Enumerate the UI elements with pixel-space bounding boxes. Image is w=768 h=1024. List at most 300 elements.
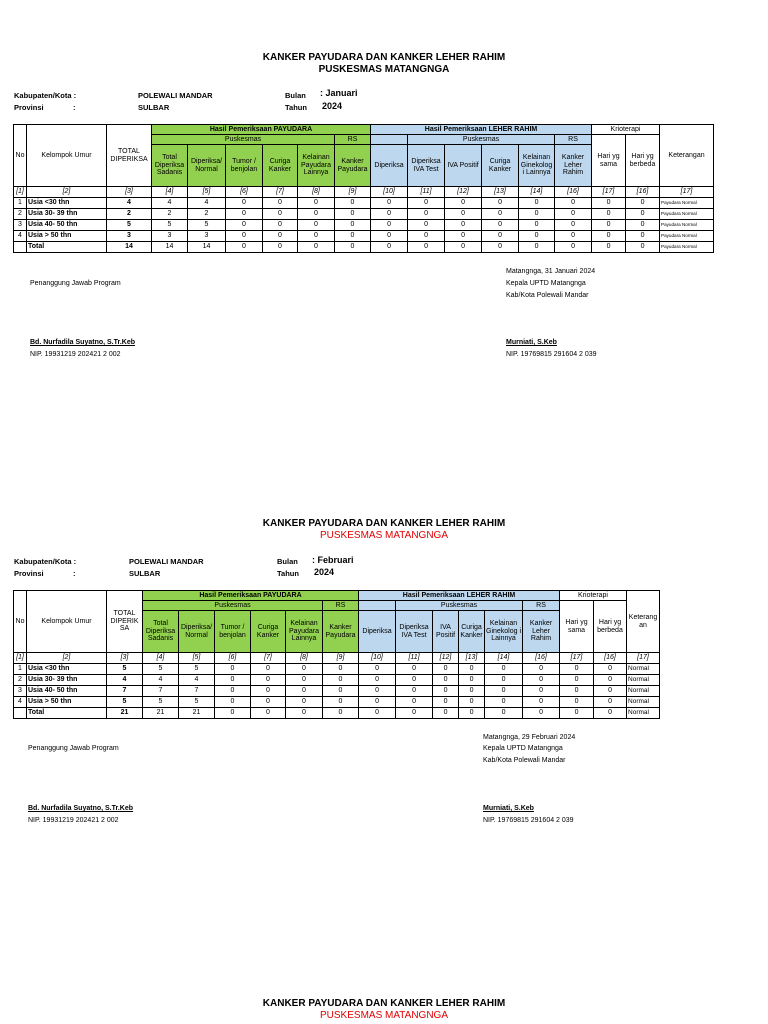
column-index-cell: [10] [359,653,396,664]
table-cell: 4 [14,231,27,242]
table-cell: 21 [107,708,143,719]
table-cell: 0 [482,242,519,253]
tahun-value: 2024 [314,567,335,577]
table-cell: 0 [482,220,519,231]
table-cell: 0 [626,220,660,231]
th-sub-col: Kanker Payudara [323,611,359,653]
th-sub-col: Tumor / benjolan [226,145,263,187]
th-total-diperiksa: TOTAL DIPERIK SA [107,591,143,653]
table-cell: 0 [555,198,592,209]
th-total-diperiksa: TOTAL DIPERIKSA [107,125,152,187]
table-cell: 0 [626,209,660,220]
table-cell: Usia > 50 thn [27,697,107,708]
table-cell: 0 [335,231,371,242]
table-cell: 0 [555,242,592,253]
table-cell: 0 [445,198,482,209]
kab-value: POLEWALI MANDAR [129,557,204,566]
table-cell: 0 [298,242,335,253]
th-sub-col: Diperiksa IVA Test [396,611,433,653]
table-cell: 5 [152,220,188,231]
column-index-cell: [16] [555,187,592,198]
table-cell: 0 [335,209,371,220]
table-cell: 0 [523,664,560,675]
table-cell: 0 [359,686,396,697]
table-cell: 0 [445,242,482,253]
table-cell: 0 [560,664,594,675]
th-sub-col: Curiga Kanker [459,611,485,653]
table-cell: 0 [594,686,627,697]
table-cell: 4 [14,697,27,708]
table-cell: 0 [359,708,396,719]
tahun-label: Tahun [285,103,307,112]
kab-label: Kabupaten/Kota : [14,557,77,566]
sig-region: Kab/Kota Polewali Mandar [506,292,589,299]
table-cell: 0 [408,231,445,242]
sig-region: Kab/Kota Polewali Mandar [483,757,566,764]
column-index-cell: [11] [396,653,433,664]
table-cell: Payudara Normal [660,198,714,209]
table-cell: 7 [179,686,215,697]
th-puskesmas-payudara: Puskesmas [143,601,323,611]
table-cell: 0 [359,675,396,686]
kab-label: Kabupaten/Kota : [14,91,77,100]
prov-colon: : [73,569,76,578]
table-cell: 0 [286,675,323,686]
table-cell: 4 [188,198,226,209]
table-cell: 0 [396,675,433,686]
table-cell: 0 [594,675,627,686]
table-cell: 4 [152,198,188,209]
table-cell: Payudara Normal [660,209,714,220]
sig-date-line: Matangnga, 31 Januari 2024 [506,268,596,275]
th-sub-col: Tumor / benjolan [215,611,251,653]
table-cell: 0 [263,198,298,209]
table-cell: 1 [14,664,27,675]
table-cell: Normal [627,697,660,708]
table-cell: 0 [396,708,433,719]
tahun-label: Tahun [277,569,299,578]
column-index-cell: [3] [107,187,152,198]
table-cell: 0 [396,697,433,708]
table-cell: Usia 30- 39 thn [27,209,107,220]
table-cell: Normal [627,675,660,686]
th-sub-col: Total Diperiksa Sadanis [143,611,179,653]
table-cell: 0 [359,664,396,675]
table-cell: 0 [519,198,555,209]
th-sub-col: Kanker Leher Rahim [555,145,592,187]
th-sub-col: Diperiksa [371,145,408,187]
th-no: No [14,125,27,187]
sig-left-nip: NIP. 19931219 202421 2 002 [28,817,119,824]
table-cell: 0 [215,686,251,697]
column-index-cell: [5] [179,653,215,664]
table-cell: 3 [107,231,152,242]
table-cell: Normal [627,686,660,697]
table-cell: 0 [592,220,626,231]
th-hari-berbeda: Hari yg berbeda [626,135,660,187]
table-cell: 0 [251,697,286,708]
table-cell: 0 [594,708,627,719]
column-index-cell: [12] [445,187,482,198]
th-sub-col: Diperiksa [359,611,396,653]
table-cell: 0 [215,664,251,675]
table-cell: 0 [215,675,251,686]
table-cell: 4 [107,198,152,209]
table-cell: 0 [408,209,445,220]
column-index-cell: [4] [152,187,188,198]
th-rs-leher: RS [555,135,592,145]
th-sub-col: Total Diperiksa Sadanis [152,145,188,187]
table-cell: Usia <30 thn [27,664,107,675]
table-cell: 0 [445,209,482,220]
table-cell: 0 [371,231,408,242]
table-cell: 0 [226,231,263,242]
table-cell: 0 [298,231,335,242]
table-cell: 0 [359,697,396,708]
th-sub-col: Curiga Kanker [482,145,519,187]
table-cell: Usia 30- 39 thn [27,675,107,686]
table-cell: 5 [188,220,226,231]
th-sub-col: Kelainan Payudara Lainnya [298,145,335,187]
table-cell: 0 [560,686,594,697]
table-cell: 0 [215,708,251,719]
th-hari-berbeda: Hari yg berbeda [594,601,627,653]
table-cell: 0 [519,209,555,220]
table-cell: 0 [459,675,485,686]
column-index-cell: [1] [14,653,27,664]
table-cell: 0 [626,198,660,209]
column-index-cell: [2] [27,653,107,664]
table-cell: 0 [445,220,482,231]
table-cell: Payudara Normal [660,220,714,231]
column-index-cell: [2] [27,187,107,198]
column-index-cell: [8] [298,187,335,198]
table-cell: 14 [152,242,188,253]
column-index-cell: [5] [188,187,226,198]
prov-label: Provinsi [14,103,44,112]
th-sub-col: Kelainan Ginekolog i Lainnya [519,145,555,187]
table-cell: 5 [107,697,143,708]
table-cell: 0 [226,209,263,220]
table-cell: 0 [263,209,298,220]
table-cell: 0 [594,697,627,708]
th-sub-col: Diperiksa/ Normal [188,145,226,187]
th-hasil-payudara: Hasil Pemeriksaan PAYUDARA [143,591,359,601]
th-sub-col: Curiga Kanker [263,145,298,187]
th-hasil-leher-rahim: Hasil Pemeriksaan LEHER RAHIM [359,591,560,601]
table-cell: Normal [627,664,660,675]
th-puskesmas-leher: Puskesmas [396,601,523,611]
table-cell: 0 [263,220,298,231]
column-index-cell: [6] [215,653,251,664]
table-cell: 0 [251,664,286,675]
column-index-cell: [7] [263,187,298,198]
table-cell: 21 [179,708,215,719]
column-index-cell: [1] [14,187,27,198]
table-cell: 0 [519,231,555,242]
table-cell: Usia 40- 50 thn [27,220,107,231]
table-cell: 2 [14,675,27,686]
sig-left-name: Bd. Nurfadila Suyatno, S.Tr.Keb [28,805,134,812]
table-cell: 0 [298,220,335,231]
column-index-cell: [17] [560,653,594,664]
table-cell: 0 [485,675,523,686]
table-cell: 0 [523,697,560,708]
table-cell: 0 [371,242,408,253]
table-cell: 0 [433,675,459,686]
report-title: KANKER PAYUDARA DAN KANKER LEHER RAHIM [262,52,506,63]
tahun-value: 2024 [322,101,343,111]
table-cell: 14 [188,242,226,253]
column-index-cell: [16] [523,653,560,664]
table-cell: 14 [107,242,152,253]
th-rs-payudara: RS [335,135,371,145]
table-cell: 2 [152,209,188,220]
table-cell: 4 [179,675,215,686]
table-cell: 0 [433,686,459,697]
report-subtitle: PUSKESMAS MATANGNGA [320,530,448,541]
table-cell: 0 [298,209,335,220]
table-cell: 0 [626,231,660,242]
table-cell: 0 [263,242,298,253]
table-cell: 0 [523,708,560,719]
table-cell: 0 [408,220,445,231]
table-cell: 0 [560,675,594,686]
table-cell: 0 [626,242,660,253]
table-cell: 0 [251,708,286,719]
sig-head-title: Kepala UPTD Matangnga [506,280,586,287]
table-cell: 0 [215,697,251,708]
table-cell: 5 [179,664,215,675]
table-cell: 0 [433,708,459,719]
table-cell: 0 [335,198,371,209]
table-cell: 3 [188,231,226,242]
table-cell: 0 [485,708,523,719]
prov-value: SULBAR [138,103,170,112]
table-cell: Usia <30 thn [27,198,107,209]
table-cell: 0 [592,198,626,209]
column-index-cell: [16] [594,653,627,664]
table-cell: 0 [396,686,433,697]
table-cell: 0 [335,220,371,231]
bulan-value: : Februari [312,555,354,565]
table-cell: 0 [560,697,594,708]
sig-right-nip: NIP. 19769815 291604 2 039 [506,351,597,358]
table-cell: 0 [485,686,523,697]
column-index-cell: [17] [592,187,626,198]
table-cell: 0 [560,708,594,719]
sig-head-title: Kepala UPTD Matangnga [483,745,563,752]
table-cell: 0 [523,686,560,697]
prov-colon: : [73,103,76,112]
table-cell: 3 [14,220,27,231]
th-kelompok-umur: Kelompok Umur [27,125,107,187]
table-cell: Total [27,708,107,719]
table-cell: 0 [286,708,323,719]
table-cell: 0 [433,697,459,708]
table-cell: 0 [555,220,592,231]
table-cell: 0 [298,198,335,209]
th-puskesmas-payudara: Puskesmas [152,135,335,145]
table-cell: 0 [592,242,626,253]
table-cell: 1 [14,198,27,209]
th-hari-sama: Hari yg sama [592,135,626,187]
th-kelompok-umur: Kelompok Umur [27,591,107,653]
bulan-label: Bulan [277,557,298,566]
table-cell: 0 [594,664,627,675]
kab-value: POLEWALI MANDAR [138,91,213,100]
table-cell: 0 [459,697,485,708]
th-rs-payudara: RS [323,601,359,611]
table-cell: 0 [555,231,592,242]
table-cell: 0 [286,697,323,708]
table-cell: Usia 40- 50 thn [27,686,107,697]
th-sub-col: Kanker Payudara [335,145,371,187]
table-cell: 0 [371,209,408,220]
th-puskesmas-leher: Puskesmas [408,135,555,145]
table-cell: 0 [323,697,359,708]
table-cell: 0 [459,686,485,697]
sig-right-nip: NIP. 19769815 291604 2 039 [483,817,574,824]
sig-date-line: Matangnga, 29 Februari 2024 [483,734,576,741]
th-sub-col: IVA Positif [445,145,482,187]
th-sub-col: Diperiksa IVA Test [408,145,445,187]
th-hasil-leher-rahim: Hasil Pemeriksaan LEHER RAHIM [371,125,592,135]
table-cell: 0 [251,675,286,686]
th-keterangan: Keterang an [627,591,660,653]
report-title: KANKER PAYUDARA DAN KANKER LEHER RAHIM [262,998,506,1009]
column-index-cell: [13] [459,653,485,664]
table-cell: 0 [459,708,485,719]
table-cell: 0 [485,697,523,708]
th-sub-col: Diperiksa/ Normal [179,611,215,653]
table-cell: 5 [143,664,179,675]
table-cell: 0 [371,198,408,209]
th-sub-col: IVA Positif [433,611,459,653]
th-hari-sama: Hari yg sama [560,601,594,653]
column-index-cell: [6] [226,187,263,198]
table-cell: 0 [226,242,263,253]
sig-left-role: Penanggung Jawab Program [28,745,119,752]
column-index-cell: [10] [371,187,408,198]
table-cell: 0 [251,686,286,697]
column-index-cell: [3] [107,653,143,664]
column-index-cell: [16] [626,187,660,198]
column-index-cell: [9] [335,187,371,198]
table-cell: 4 [107,675,143,686]
th-hasil-payudara: Hasil Pemeriksaan PAYUDARA [152,125,371,135]
table-cell: 0 [408,198,445,209]
sig-right-name: Murniati, S.Keb [483,805,534,812]
table-cell: 0 [323,708,359,719]
table-cell: 0 [408,242,445,253]
table-cell: 0 [459,664,485,675]
table-cell: 0 [433,664,459,675]
table-cell: 0 [323,664,359,675]
table-cell: 0 [482,198,519,209]
table-cell: 7 [143,686,179,697]
bulan-label: Bulan [285,91,306,100]
table-cell: 0 [286,686,323,697]
table-cell: 0 [371,220,408,231]
prov-value: SULBAR [129,569,161,578]
table-cell: 0 [592,231,626,242]
column-index-cell: [17] [627,653,660,664]
table-cell: 0 [482,209,519,220]
table-cell: 5 [179,697,215,708]
table-cell: 0 [263,231,298,242]
table-cell: 7 [107,686,143,697]
table-cell: 0 [445,231,482,242]
column-index-cell: [8] [286,653,323,664]
table-cell: 0 [592,209,626,220]
th-krioterapi: Krioterapi [560,591,627,601]
table-cell: 2 [188,209,226,220]
table-cell: 0 [519,242,555,253]
column-index-cell: [12] [433,653,459,664]
th-sub-col: Kelainan Ginekolog i Lainnya [485,611,523,653]
table-cell: 0 [226,198,263,209]
column-index-cell: [17] [660,187,714,198]
bulan-value: : Januari [320,88,358,98]
th-krioterapi: Krioterapi [592,125,660,135]
sig-left-nip: NIP. 19931219 202421 2 002 [30,351,121,358]
sig-left-role: Penanggung Jawab Program [30,280,121,287]
column-index-cell: [4] [143,653,179,664]
table-cell: Payudara Normal [660,242,714,253]
prov-label: Provinsi [14,569,44,578]
th-sub-col: Curiga Kanker [251,611,286,653]
table-cell: 21 [143,708,179,719]
th-sub-col: Kanker Leher Rahim [523,611,560,653]
table-cell: 2 [14,209,27,220]
table-cell: 0 [226,220,263,231]
table-cell: 0 [335,242,371,253]
column-index-cell: [14] [519,187,555,198]
column-index-cell: [7] [251,653,286,664]
th-sub-col: Kelainan Payudara Lainnya [286,611,323,653]
column-index-cell: [9] [323,653,359,664]
table-cell: 0 [323,686,359,697]
table-cell: 3 [152,231,188,242]
table-cell: 0 [396,664,433,675]
table-cell: Normal [627,708,660,719]
table-cell: 5 [107,220,152,231]
table-cell: 5 [143,697,179,708]
column-index-cell: [11] [408,187,445,198]
table-cell: Payudara Normal [660,231,714,242]
table-cell: 3 [14,686,27,697]
th-keterangan: Keterangan [660,125,714,187]
table-cell: 4 [143,675,179,686]
th-rs-leher: RS [523,601,560,611]
table-cell: 0 [286,664,323,675]
table-cell: 0 [482,231,519,242]
sig-right-name: Murniati, S.Keb [506,339,557,346]
table-cell: 0 [485,664,523,675]
column-index-cell: [13] [482,187,519,198]
report-subtitle: PUSKESMAS MATANGNGA [320,1010,448,1021]
table-cell: Usia > 50 thn [27,231,107,242]
table-cell: 0 [523,675,560,686]
table-cell: 5 [107,664,143,675]
table-cell: 0 [519,220,555,231]
table-cell: Total [27,242,107,253]
table-cell: 0 [555,209,592,220]
table-cell: 0 [323,675,359,686]
column-index-cell: [14] [485,653,523,664]
th-no: No [14,591,27,653]
